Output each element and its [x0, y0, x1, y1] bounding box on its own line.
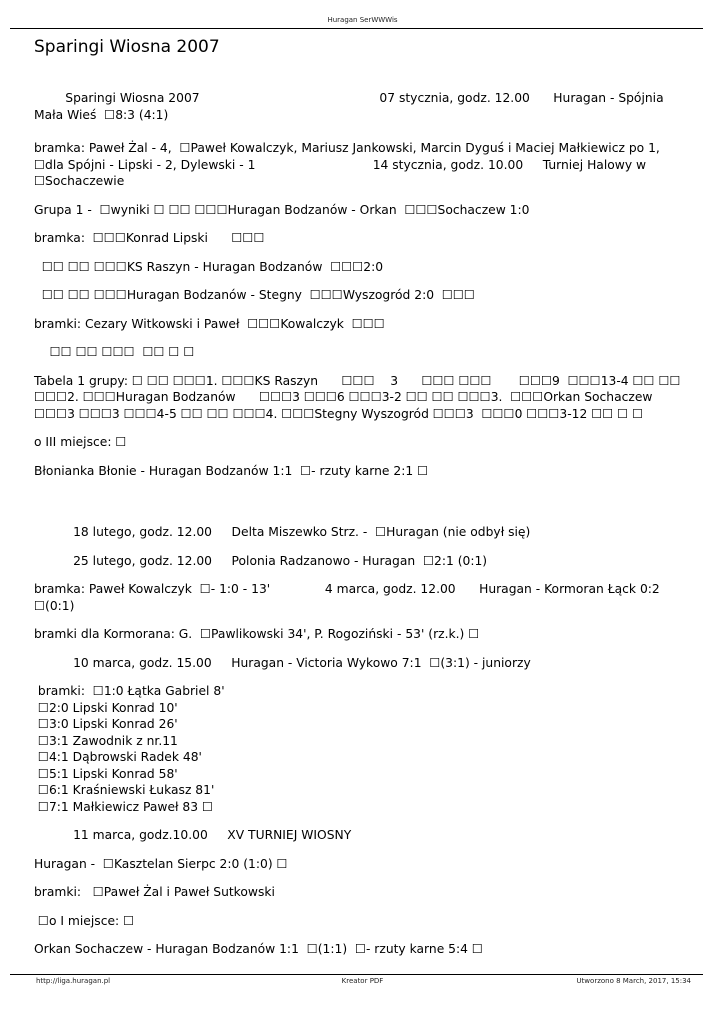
footer-divider	[10, 974, 703, 975]
page-title: Sparingi Wiosna 2007	[34, 37, 220, 57]
paragraph: bramki: ☐Paweł Żal i Paweł Sutkowski	[34, 885, 275, 899]
paragraph: ☐☐ ☐☐ ☐☐☐Huragan Bodzanów - Stegny ☐☐☐Wyszogród 2:0 ☐☐☐	[34, 288, 475, 302]
paragraph: Tabela 1 grupy: ☐ ☐☐ ☐☐☐1. ☐☐☐KS Raszyn ☐☐☐ 3 ☐☐☐ ☐☐☐ ☐☐☐9 ☐☐☐13-4 ☐☐ ☐☐ ☐☐☐2. ☐☐☐Huragan Bodzanów ☐☐☐3 ☐☐☐6 ☐☐☐3-2 ☐☐ ☐☐ ☐☐☐3. ☐☐☐Orkan Sochaczew ☐☐☐3 ☐☐☐3 ☐☐☐4-5 ☐☐ ☐☐ ☐☐☐4. ☐☐☐Stegny Wyszogród ☐☐☐3 ☐☐☐0 ☐☐☐3-12 ☐☐ ☐ ☐	[34, 373, 685, 421]
paragraph: 25 lutego, godz. 12.00 Polonia Radzanowo - Huragan ☐2:1 (0:1)	[34, 553, 488, 568]
paragraph: bramka: ☐☐☐Konrad Lipski ☐☐☐	[34, 231, 265, 245]
page-header-site-name: Huragan SerWWWis	[327, 16, 398, 24]
header-divider	[10, 28, 703, 29]
document-body	[34, 90, 684, 958]
paragraph: ☐o I miejsce: ☐	[34, 913, 135, 928]
paragraph: ☐☐ ☐☐ ☐☐☐ ☐☐ ☐ ☐	[34, 345, 195, 359]
paragraph: 10 marca, godz. 15.00 Huragan - Victoria Wykowo 7:1 ☐(3:1) - juniorzy	[34, 655, 531, 670]
paragraph: bramka: Paweł Żal - 4, ☐Paweł Kowalczyk, Mariusz Jankowski, Marcin Dyguś i Maciej Małkiewicz po 1, ☐dla Spójni - Lipski - 2, Dylewski - 1 14 stycznia, godz. 10.00 Turniej Halowy w ☐Sochaczewie	[34, 141, 668, 188]
paragraph: o III miejsce: ☐	[34, 435, 127, 449]
footer-generator: Kreator PDF	[341, 977, 384, 985]
paragraph: Błonianka Błonie - Huragan Bodzanów 1:1 ☐- rzuty karne 2:1 ☐	[34, 463, 429, 478]
paragraph: ☐☐ ☐☐ ☐☐☐KS Raszyn - Huragan Bodzanów ☐☐☐2:0	[34, 259, 384, 274]
paragraph: bramki: Cezary Witkowski i Paweł ☐☐☐Kowalczyk ☐☐☐	[34, 316, 385, 331]
footer-url: http://liga.huragan.pl	[36, 977, 111, 985]
paragraph: Orkan Sochaczew - Huragan Bodzanów 1:1 ☐(1:1) ☐- rzuty karne 5:4 ☐	[34, 942, 483, 956]
paragraph: Grupa 1 - ☐wyniki ☐ ☐☐ ☐☐☐Huragan Bodzanów - Orkan ☐☐☐Sochaczew 1:0	[34, 202, 530, 217]
paragraph: 18 lutego, godz. 12.00 Delta Miszewko Strz. - ☐Huragan (nie odbył się)	[34, 525, 531, 539]
paragraph: bramki dla Kormorana: G. ☐Pawlikowski 34', P. Rogoziński - 53' (rz.k.) ☐	[34, 627, 480, 641]
paragraph: bramka: Paweł Kowalczyk ☐- 1:0 - 13' 4 marca, godz. 12.00 Huragan - Kormoran Łąck 0:2 ☐(0:1)	[34, 582, 668, 613]
paragraph: Sparingi Wiosna 2007 07 stycznia, godz. 12.00 Huragan - Spójnia Mała Wieś ☐8:3 (4:1)	[34, 91, 668, 122]
paragraph: 11 marca, godz.10.00 XV TURNIEJ WIOSNY	[34, 828, 352, 842]
paragraph: bramki: ☐1:0 Łątka Gabriel 8' ☐2:0 Lipski Konrad 10' ☐3:0 Lipski Konrad 26' ☐3:1 Zawodnik z nr.11 ☐4:1 Dąbrowski Radek 48' ☐5:1 Lipski Konrad 58' ☐6:1 Kraśniewski Łukasz 81' ☐7:1 Małkiewicz Paweł 83 ☐	[37, 684, 225, 814]
paragraph: Huragan - ☐Kasztelan Sierpc 2:0 (1:0) ☐	[34, 856, 288, 871]
footer-created-date: Utworzono 8 March, 2017, 15:34	[576, 977, 691, 985]
